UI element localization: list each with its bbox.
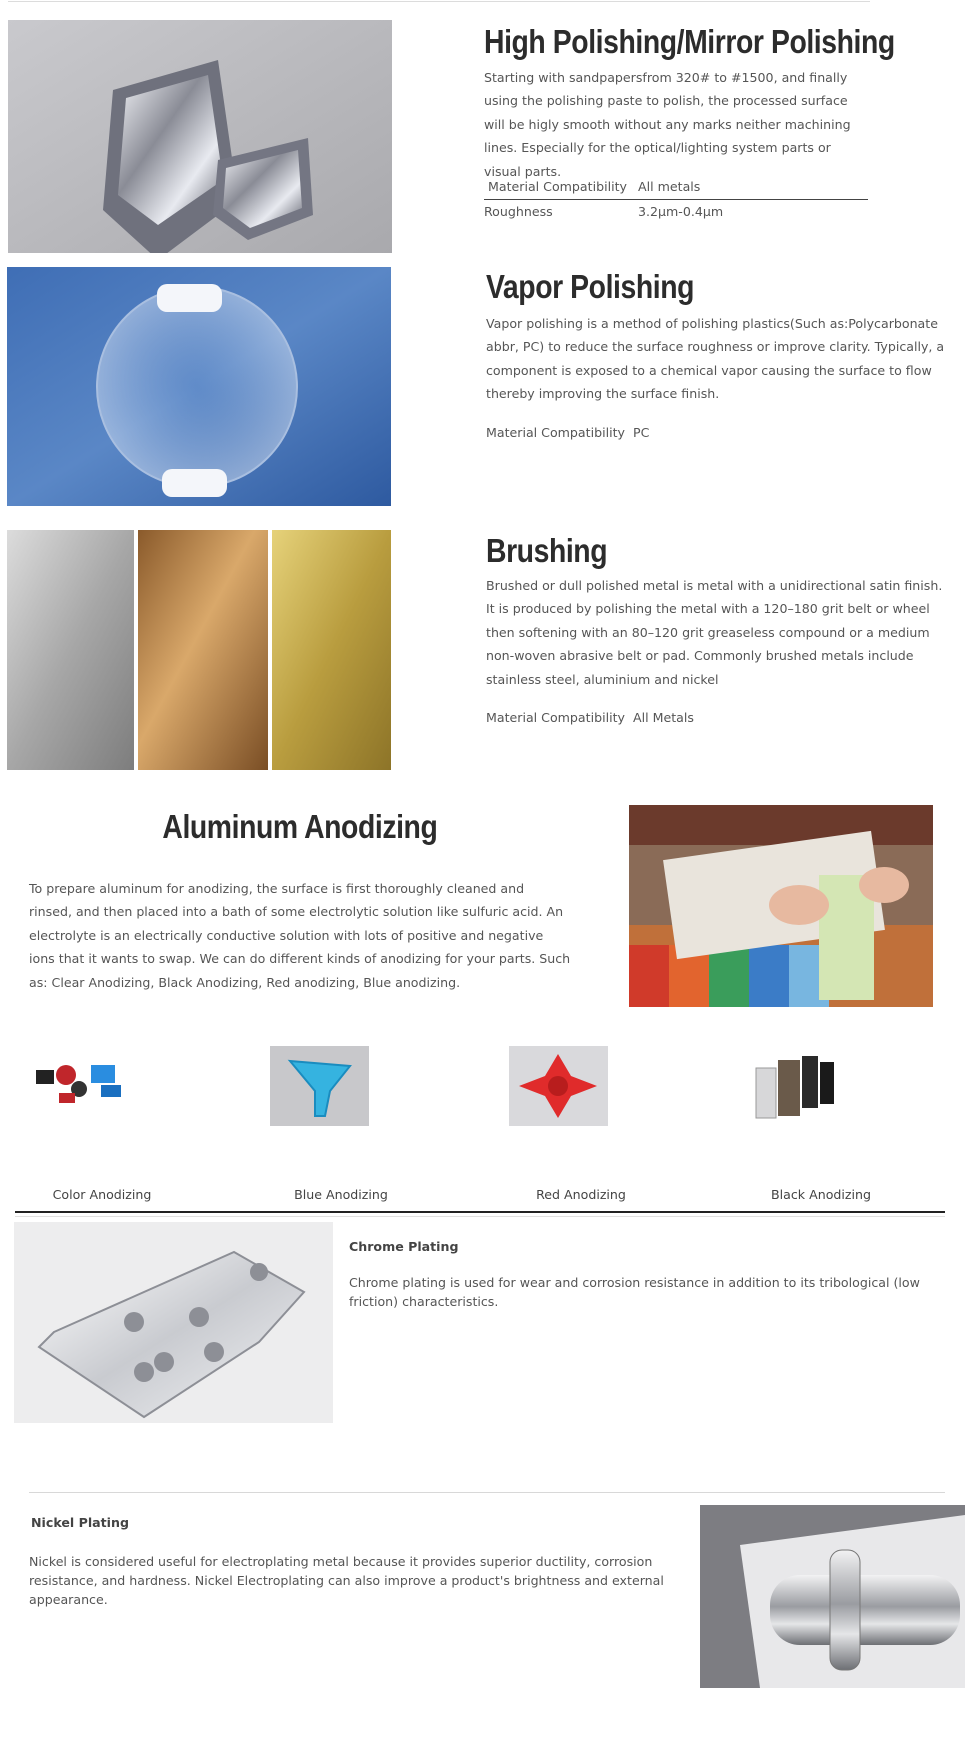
anodizing-divider (15, 1211, 945, 1213)
brushing-image (7, 530, 391, 770)
mirror-table-row-1-value: All metals (638, 179, 701, 194)
brushing-description: Brushed or dull polished metal is metal with a unidirectional satin finish. It is produced by polishing the metal with a 120–180 grit belt or wheel then softening with an 80–120 grit greaseless compound or a medium non-woven abrasive belt or pad. Commonly brushed metals include stainless steel, aluminium and nickel (486, 578, 943, 687)
chrome-plating-image (14, 1222, 333, 1423)
brushing-material-label: Material Compatibility (486, 710, 625, 725)
black-anodizing-label: Black Anodizing (771, 1187, 871, 1202)
anodizing-title-wrap (20, 808, 580, 846)
color-anodizing-label: Color Anodizing (52, 1187, 152, 1202)
vapor-polishing-description: Vapor polishing is a method of polishing plastics(Such as:Polycarbonate abbr, PC) to reduce the surface roughness or improve clarity. Typically, a component is exposed to a chemical vapor causing the surface to flow thereby improving the surface finish. (486, 316, 945, 402)
red-anodizing-thumb (509, 1046, 608, 1126)
mirror-table-row-2-value: 3.2μm-0.4μm (638, 204, 724, 219)
chrome-plating-description: Chrome plating is used for wear and corrosion resistance in addition to its tribological (low friction) characteristics. (349, 1275, 920, 1309)
mirror-polishing-image (8, 20, 392, 253)
mirror-polishing-title: High Polishing/Mirror Polishing (484, 23, 895, 60)
color-anodizing-thumb (31, 1045, 130, 1125)
nickel-plating-title: Nickel Plating (31, 1515, 129, 1530)
anodizing-title: Aluminum Anodizing (162, 808, 438, 845)
mirror-table-row-1-label: Material Compatibility (488, 179, 627, 194)
blue-anodizing-label: Blue Anodizing (294, 1187, 388, 1202)
vapor-polishing-image (7, 267, 391, 506)
nickel-plating-description: Nickel is considered useful for electroplating metal because it provides superior ductility, corrosion resistance, and hardness. Nickel Electroplating can also improve a product's brightness and external appearance. (29, 1554, 664, 1607)
vapor-material-label: Material Compatibility (486, 425, 625, 440)
top-divider (8, 1, 870, 2)
nickel-divider (29, 1492, 945, 1493)
brushing-material-value: All Metals (633, 710, 694, 725)
anodizing-divider-light (15, 1216, 945, 1217)
chrome-plating-title: Chrome Plating (349, 1239, 459, 1254)
blue-anodizing-thumb (270, 1046, 369, 1126)
vapor-polishing-title: Vapor Polishing (486, 268, 695, 305)
vapor-material-value: PC (633, 425, 650, 440)
mirror-polishing-description: Starting with sandpapersfrom 320# to #1500, and finally using the polishing paste to polish, the processed surface will be higly smooth without any marks neither machining lines. Especially for the optical/lighting system parts or visual parts. (484, 70, 851, 179)
red-anodizing-label: Red Anodizing (536, 1187, 626, 1202)
mirror-table-row-2-label: Roughness (484, 204, 553, 219)
anodizing-description: To prepare aluminum for anodizing, the surface is first thoroughly cleaned and rinsed, and then placed into a bath of some electrolytic solution like sulfuric acid. An electrolyte is an electrically conductive solution with lots of positive and negative ions that it wants to swap. We can do different kinds of anodizing for your parts. Such as: Clear Anodizing, Black Anodizing, Red anodizing, Blue anodizing. (29, 881, 571, 990)
nickel-plating-image (700, 1505, 965, 1688)
mirror-table-divider (484, 199, 868, 200)
black-anodizing-thumb (748, 1046, 847, 1126)
brushing-title: Brushing (486, 532, 608, 569)
color-swatch-image (629, 805, 933, 1007)
